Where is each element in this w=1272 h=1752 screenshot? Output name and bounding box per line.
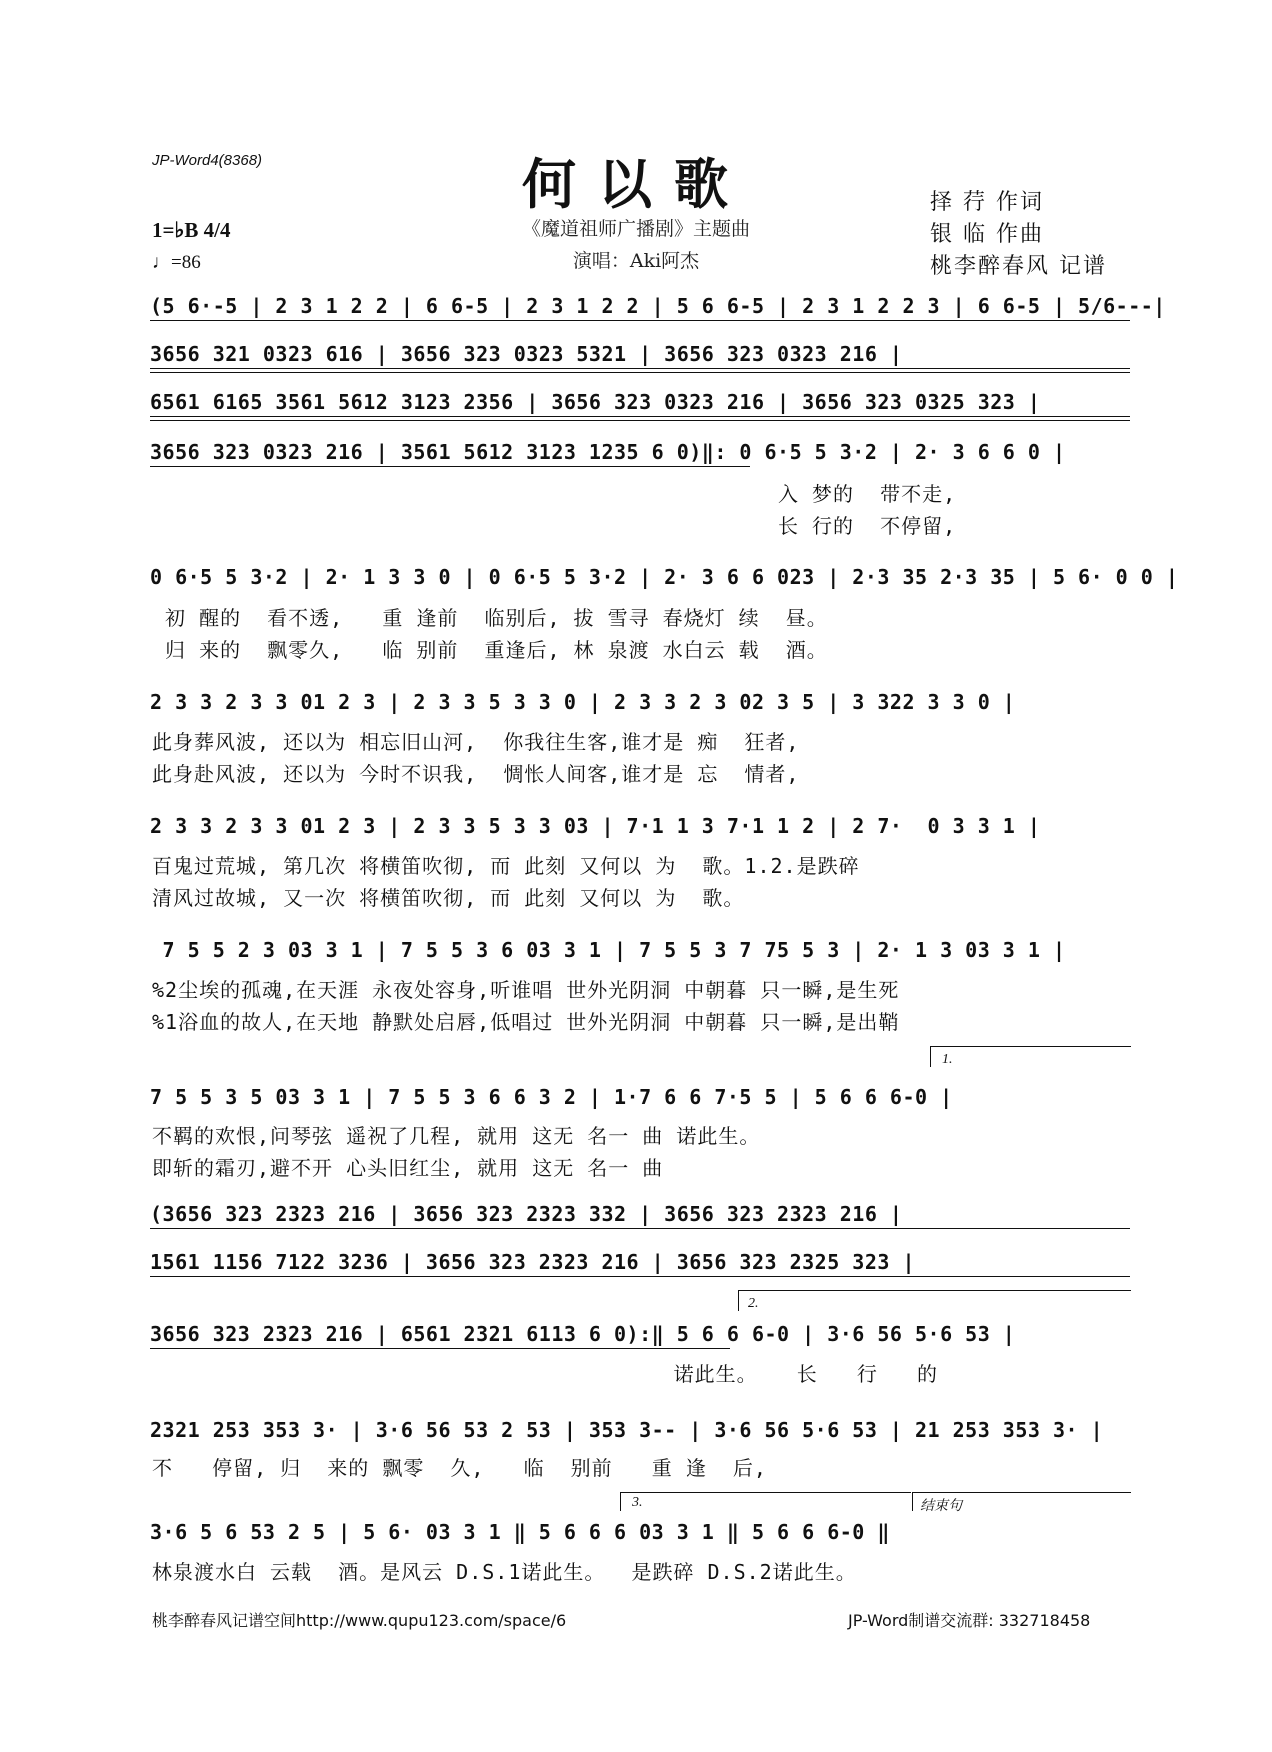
lyricist-credit: 择 荇 作词 [930, 190, 1044, 215]
lyric-line: 此身赴风波, 还以为 今时不识我, 惆怅人间客,谁才是 忘 情者, [152, 762, 800, 786]
notation-row: 3656 323 2323 216 | 6561 2321 6113 6 0):‖ 5 6 6 6-0 | 3·6 56 5·6 53 | [150, 1322, 1016, 1346]
lyric-line: 不 停留, 归 来的 飘零 久, 临 别前 重 逢 后, [152, 1456, 767, 1480]
footer-right-credit: JP-Word制谱交流群: 332718458 [848, 1611, 1091, 1630]
footer-left-credit: 桃李醉春风记谱空间http://www.qupu123.com/space/6 [152, 1611, 567, 1630]
first-ending-bracket [930, 1046, 1131, 1067]
song-title: 何以歌 [522, 152, 750, 216]
composer-credit: 银 临 作曲 [930, 222, 1044, 247]
notation-row: 1561 1156 7122 3236 | 3656 323 2323 216 | 3656 323 2325 323 | [150, 1250, 916, 1274]
notation-row: 2 3 3 2 3 3 01 2 3 | 2 3 3 5 3 3 0 | 2 3 3 2 3 02 3 5 | 3 322 3 3 0 | [150, 690, 1016, 714]
third-ending-bracket [620, 1492, 911, 1511]
notation-row: 6561 6165 3561 5612 3123 2356 | 3656 323 0323 216 | 3656 323 0325 323 | [150, 390, 1041, 414]
beam-line [150, 466, 750, 467]
lyric-line: 入 梦的 带不走, [152, 482, 957, 506]
beam-line [150, 1348, 730, 1349]
tempo-marking: ♩=86 [152, 252, 201, 273]
notation-row: 2321 253 353 3· | 3·6 56 53 2 53 | 353 3-- | 3·6 56 5·6 53 | 21 253 353 3· | [150, 1418, 1104, 1442]
notation-row: (5 6·-5 | 2 3 1 2 2 | 6 6-5 | 2 3 1 2 2 | 5 6 6-5 | 2 3 1 2 2 3 | 6 6-5 | 5/6---| [150, 294, 1166, 318]
notation-row: 3656 323 0323 216 | 3561 5612 3123 1235 6 0)‖: 0 6·5 5 3·2 | 2· 3 6 6 0 | [150, 440, 1066, 464]
notation-row: 3·6 5 6 53 2 5 | 5 6· 03 3 1 ‖ 5 6 6 6 03 3 1 ‖ 5 6 6 6-0 ‖ [150, 1520, 890, 1544]
song-subtitle: 《魔道祖师广播剧》主题曲 [521, 218, 750, 240]
transcriber-credit: 桃李醉春风 记谱 [930, 254, 1107, 279]
lyric-line: 初 醒的 看不透, 重 逢前 临别后, 拔 雪寻 春烧灯 续 昼。 [152, 606, 828, 630]
lyric-line: 不羁的欢恨,问琴弦 遥祝了几程, 就用 这无 名一 曲 诺此生。 [152, 1124, 761, 1148]
notation-row: (3656 323 2323 216 | 3656 323 2323 332 | 3656 323 2323 216 | [150, 1202, 903, 1226]
beam-line [150, 416, 1130, 417]
first-ending-label: 1. [942, 1052, 953, 1067]
lyric-line: 诺此生。 长 行 的 [152, 1362, 939, 1386]
lyric-line: 长 行的 不停留, [152, 514, 957, 538]
lyric-line: 百鬼过荒城, 第几次 将横笛吹彻, 而 此刻 又何以 为 歌。1.2.是跌碎 [152, 854, 860, 878]
second-ending-label: 2. [748, 1296, 759, 1311]
notation-row: 7 5 5 2 3 03 3 1 | 7 5 5 3 6 03 3 1 | 7 5 5 3 7 75 5 3 | 2· 1 3 03 3 1 | [150, 938, 1066, 962]
key-signature: 1=♭B 4/4 [152, 218, 231, 242]
lyric-line: %1浴血的故人,在天地 静默处启唇,低唱过 世外光阴洞 中朝暮 只一瞬,是出鞘 [152, 1010, 900, 1034]
singer-credit: 演唱：Aki阿杰 [572, 250, 700, 272]
third-ending-label: 3. [632, 1495, 643, 1510]
beam-line [150, 420, 1130, 421]
software-tag: JP-Word4(8368) [152, 152, 263, 169]
notation-row: 7 5 5 3 5 03 3 1 | 7 5 5 3 6 6 3 2 | 1·7 6 6 7·5 5 | 5 6 6 6-0 | [150, 1085, 953, 1109]
lyric-line: 清风过故城, 又一次 将横笛吹彻, 而 此刻 又何以 为 歌。 [152, 886, 745, 910]
coda-label: 结束句 [920, 1499, 962, 1514]
beam-line [150, 368, 1130, 369]
lyric-line: 此身葬风波, 还以为 相忘旧山河, 你我往生客,谁才是 痴 狂者, [152, 730, 800, 754]
lyric-line: %2尘埃的孤魂,在天涯 永夜处容身,听谁唱 世外光阴洞 中朝暮 只一瞬,是生死 [152, 978, 900, 1002]
lyric-line: 归 来的 飘零久, 临 别前 重逢后, 林 泉渡 水白云 载 酒。 [152, 638, 828, 662]
beam-line [150, 1228, 1130, 1229]
second-ending-bracket [738, 1290, 1131, 1311]
lyric-line: 即斩的霜刃,避不开 心头旧红尘, 就用 这无 名一 曲 [152, 1156, 664, 1180]
notation-row: 0 6·5 5 3·2 | 2· 1 3 3 0 | 0 6·5 5 3·2 | 2· 3 6 6 023 | 2·3 35 2·3 35 | 5 6· 0 0 | [150, 565, 1179, 589]
beam-line [150, 320, 1130, 321]
lyric-line: 林泉渡水白 云载 酒。是风云 D.S.1诺此生。 是跌碎 D.S.2诺此生。 [152, 1560, 857, 1584]
beam-line [150, 1276, 1130, 1277]
beam-line [150, 372, 1130, 373]
notation-row: 3656 321 0323 616 | 3656 323 0323 5321 | 3656 323 0323 216 | [150, 342, 903, 366]
notation-row: 2 3 3 2 3 3 01 2 3 | 2 3 3 5 3 3 03 | 7·1 1 3 7·1 1 2 | 2 7· 0 3 3 1 | [150, 814, 1041, 838]
